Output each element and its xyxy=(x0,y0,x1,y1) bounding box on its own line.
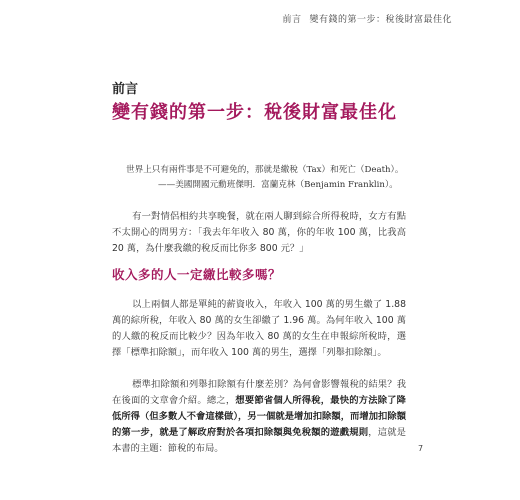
paragraph-2 xyxy=(112,297,406,361)
paragraph-1-text: 有一對情侶相約共享晚餐，就在兩人聊到綜合所得稅時，女方有點不太開心的問男方：「我去年年收入 80 萬，你的年收 100 萬，比我高 20 萬，為什麼我繳的稅反而比你多 800 元？」 xyxy=(112,211,406,254)
paragraph-2-text: 以上兩個人都是單純的薪資收入，年收入 100 萬的男生繳了 1.88 萬的綜所稅，年收入 80 萬的女生卻繳了 1.96 萬。為何年收入 100 萬的人繳的稅反而比較少？因為年收入 80 萬的女生在申報綜所稅時，選擇「標準扣除額」，而年收入 100 萬的男生，選擇「列舉扣除額」。 xyxy=(112,299,406,358)
epigraph-quote xyxy=(126,163,416,193)
paragraph-1 xyxy=(112,209,406,257)
running-head-section: 前言 xyxy=(282,15,302,25)
page-number: 7 xyxy=(418,444,424,453)
paragraph-3 xyxy=(112,377,406,457)
chapter-title: 變有錢的第一步：稅後財富最佳化 xyxy=(112,102,397,123)
chapter-label: 前言 xyxy=(112,82,139,97)
quote-text: 世界上只有兩件事是不可避免的，那就是繳稅（Tax）和死亡（Death）。 xyxy=(126,165,404,175)
paragraph-3-tail: ，這就是本書的主題：節稅的布局。 xyxy=(112,427,406,454)
quote-attribution: ——美國開國元勳班傑明．富蘭克林（Benjamin Franklin）。 xyxy=(158,180,398,190)
running-head xyxy=(282,12,452,25)
section-heading: 收入多的人一定繳比較多嗎？ xyxy=(112,267,282,282)
paragraph-3-bold: 想要節省個人所得稅，最快的方法除了降低所得（但多數人不會這樣做），另一個就是增加扣除額，而增加扣除額的第一步，就是了解政府對於各項扣除額與免稅額的遊戲規則 xyxy=(112,395,406,438)
running-head-title: 變有錢的第一步：稅後財富最佳化 xyxy=(309,15,452,25)
paragraph-3-lead: 標準扣除額和列舉扣除額有什麼差別？為何會影響報稅的結果？我在後面的文章會介紹。總之， xyxy=(112,379,406,406)
